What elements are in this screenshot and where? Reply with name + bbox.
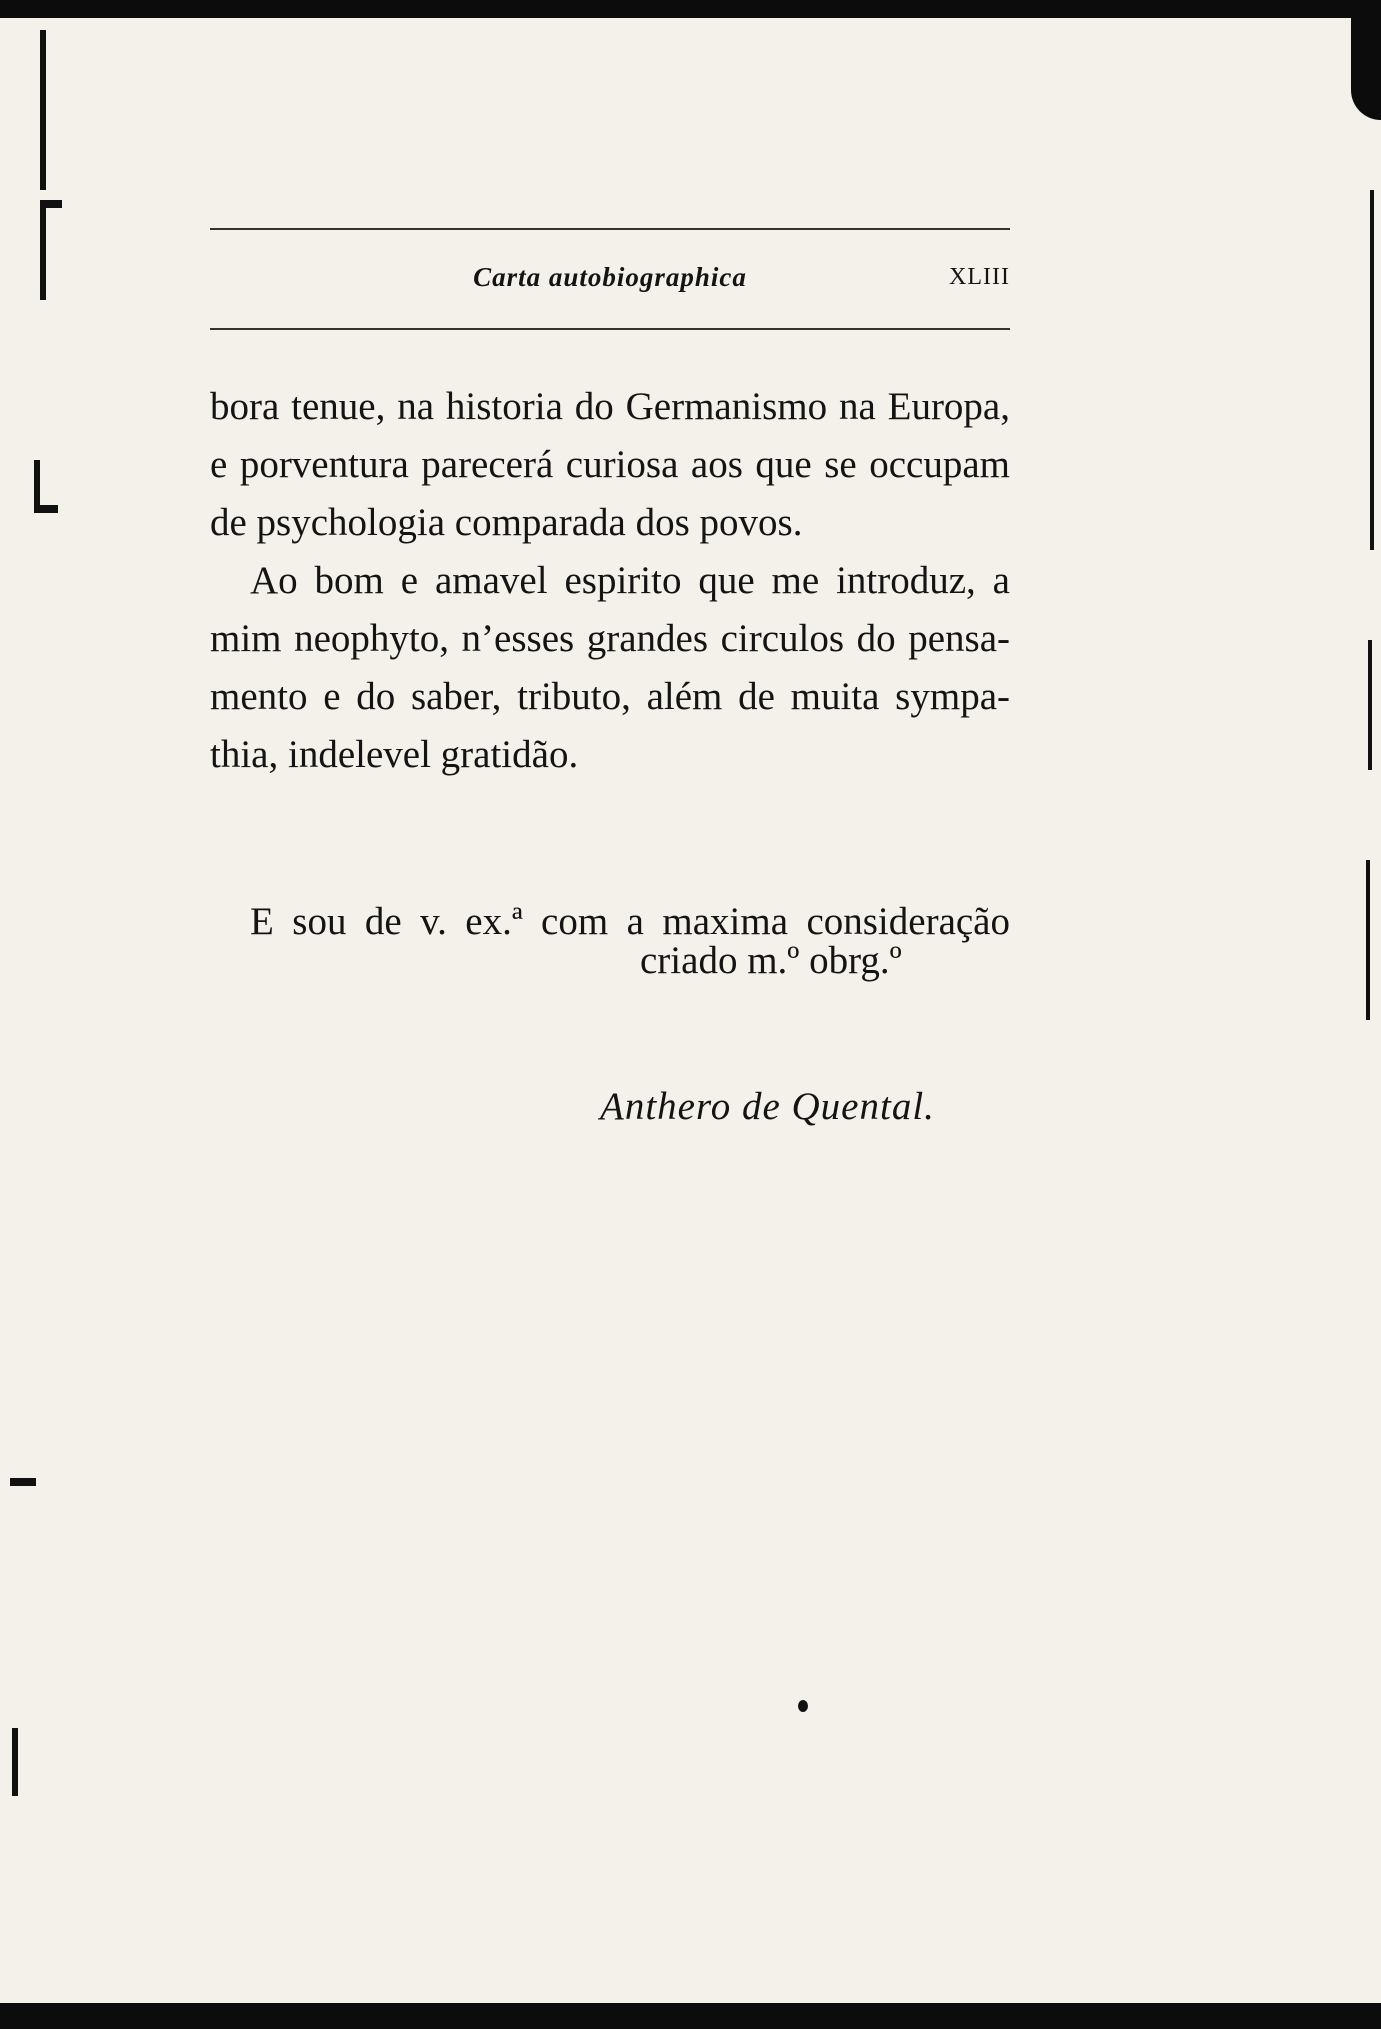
signature: Anthero de Quental. [600, 1085, 935, 1128]
closing-line: E sou de v. ex.ª com a maxima consideração [250, 900, 1010, 943]
scan-right-mark [1370, 190, 1374, 550]
text-line: thia, indelevel gratidão. [210, 733, 579, 776]
closing-formula: criado m.º obrg.º [640, 939, 902, 982]
text-line: e porventura parecerá curiosa aos que se occupam [210, 443, 1010, 486]
ink-speck [798, 1700, 808, 1712]
scan-left-mark [34, 460, 40, 510]
scan-left-mark [40, 200, 46, 300]
text-line: Ao bom e amavel espirito que me introduz, a [250, 559, 1010, 602]
header-bottom-rule [210, 328, 1010, 330]
scan-left-mark [12, 1728, 18, 1796]
scan-right-mark [1368, 640, 1372, 770]
scan-top-border [0, 0, 1381, 18]
scan-left-mark [10, 1478, 36, 1486]
running-title: Carta autobiographica [473, 262, 747, 292]
scan-left-mark [40, 30, 46, 190]
text-line: bora tenue, na historia do Germanismo na Europa, [210, 385, 1010, 428]
body-text [210, 378, 1010, 784]
text-line: mim neophyto, n’esses grandes circulos do pensa- [210, 617, 1010, 660]
text-line: mento e do saber, tributo, além de muita sympa- [210, 675, 1010, 718]
text-line: de psychologia comparada dos povos. [210, 501, 803, 544]
page-header [210, 228, 1010, 332]
scan-left-mark [34, 505, 58, 513]
scan-page-curl [1351, 10, 1381, 120]
page-number: XLIII [949, 264, 1010, 290]
header-top-rule [210, 228, 1010, 230]
scan-bottom-border [0, 2003, 1381, 2029]
scan-right-mark [1366, 860, 1370, 1020]
